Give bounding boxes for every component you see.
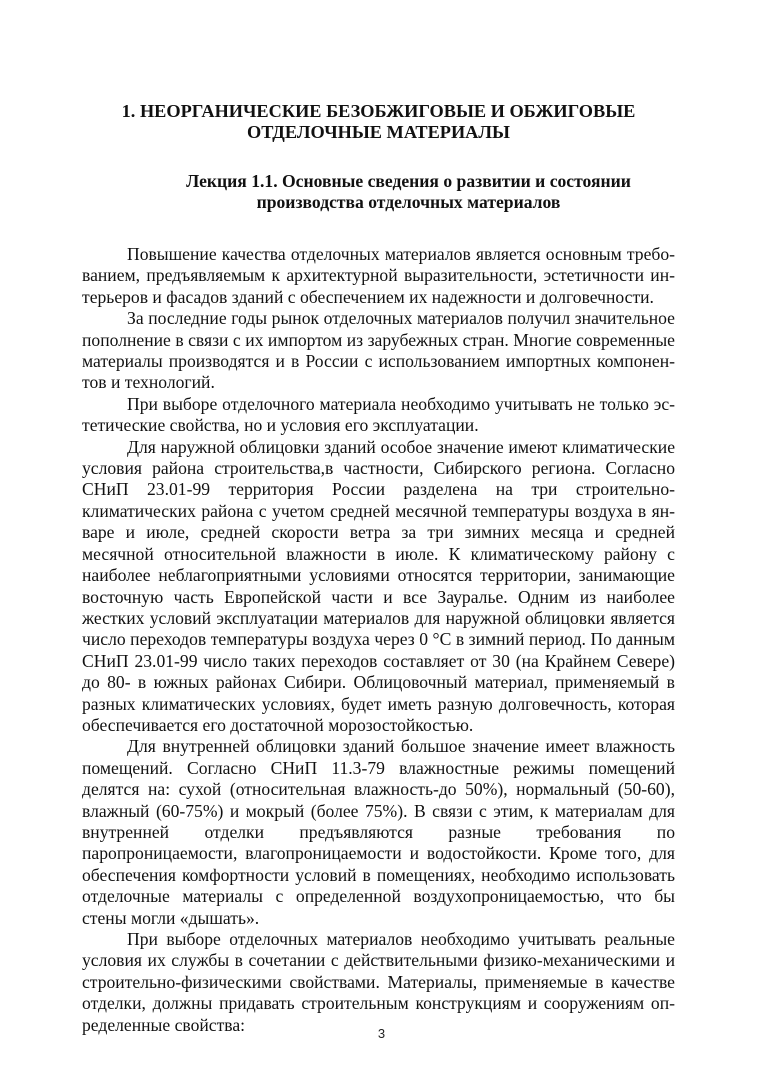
chapter-title-line2: ОТДЕЛОЧНЫЕ МАТЕРИАЛЫ bbox=[247, 122, 510, 142]
paragraph-service-conditions: При выборе отделочных материалов необходимо учитывать реальные условия их службы в сочетании с действительными физико-механическими и строительно-физическими свойствами. Материалы, применяемые в качестве отделки, должны придавать строительным конструкциям и сооружениям определенные свойства: bbox=[82, 929, 675, 1035]
paragraph-market: За последние годы рынок отделочных материалов получил значительное пополнение в связи с их импортом из зарубежных стран. Многие современные материалы производятся и в России с использованием импортных компонентов и технологий. bbox=[82, 308, 675, 393]
page-number: 3 bbox=[377, 1026, 386, 1041]
lecture-title-line2: производства отделочных материалов bbox=[256, 192, 561, 212]
chapter-title-line1: 1. НЕОРГАНИЧЕСКИЕ БЕЗОБЖИГОВЫЕ И ОБЖИГОВЫЕ bbox=[121, 101, 636, 121]
body-text bbox=[82, 244, 675, 1036]
paragraph-quality: Повышение качества отделочных материалов является основным требованием, предъявляемым к архитектурной выразительности, эстетичности интерьеров и фасадов зданий с обеспечением их надежности и долговечности. bbox=[82, 244, 675, 307]
chapter-title bbox=[82, 101, 675, 143]
paragraph-interior-cladding: Для внутренней облицовки зданий большое значение имеет влажность помещений. Согласно СНиП 11.3-79 влажностные режимы помещений делятся на: сухой (относительная влажность-до 50%), нормальный (50-60), влажный (60-75%) и мокрый (более 75%). В связи с этим, к материалам для внутренней отделки предъявляются разные требования по паропроницаемости, влагопроницаемости и водостойкости. Кроме того, для обеспечения комфортности условий в помещениях, необходимо использовать отделочные материалы с определенной воздухопроницаемостью, что бы стены могли «дышать». bbox=[82, 736, 675, 928]
paragraph-selection: При выборе отделочного материала необходимо учитывать не только эстетические свойства, но и условия его эксплуатации. bbox=[82, 393, 675, 436]
paragraph-exterior-cladding: Для наружной облицовки зданий особое значение имеют климатические условия района строительства,в частности, Сибирского региона. Согласно СНиП 23.01-99 территория России разделена на три строительно-климатических района с учетом средней месячной температуры воздуха в январе и июле, средней скорости ветра за три зимних месяца и средней месячной относительной влажности в июле. К климатическому району с наиболее неблагоприятными условиями относятся территории, занимающие восточную часть Европейской части и все Зауралье. Одним из наиболее жестких условий эксплуатации материалов для наружной облицовки является число переходов температуры воздуха через 0 °C в зимний период. По данным СНиП 23.01-99 число таких переходов составляет от 30 (на Крайнем Севере) до 80- в южных районах Сибири. Облицовочный материал, применяемый в разных климатических условиях, будет иметь разную долговечность, которая обеспечивается его достаточной морозостойкостью. bbox=[82, 436, 675, 735]
lecture-title bbox=[82, 171, 675, 213]
lecture-title-line1: Лекция 1.1. Основные сведения о развитии и состоянии bbox=[186, 171, 631, 191]
